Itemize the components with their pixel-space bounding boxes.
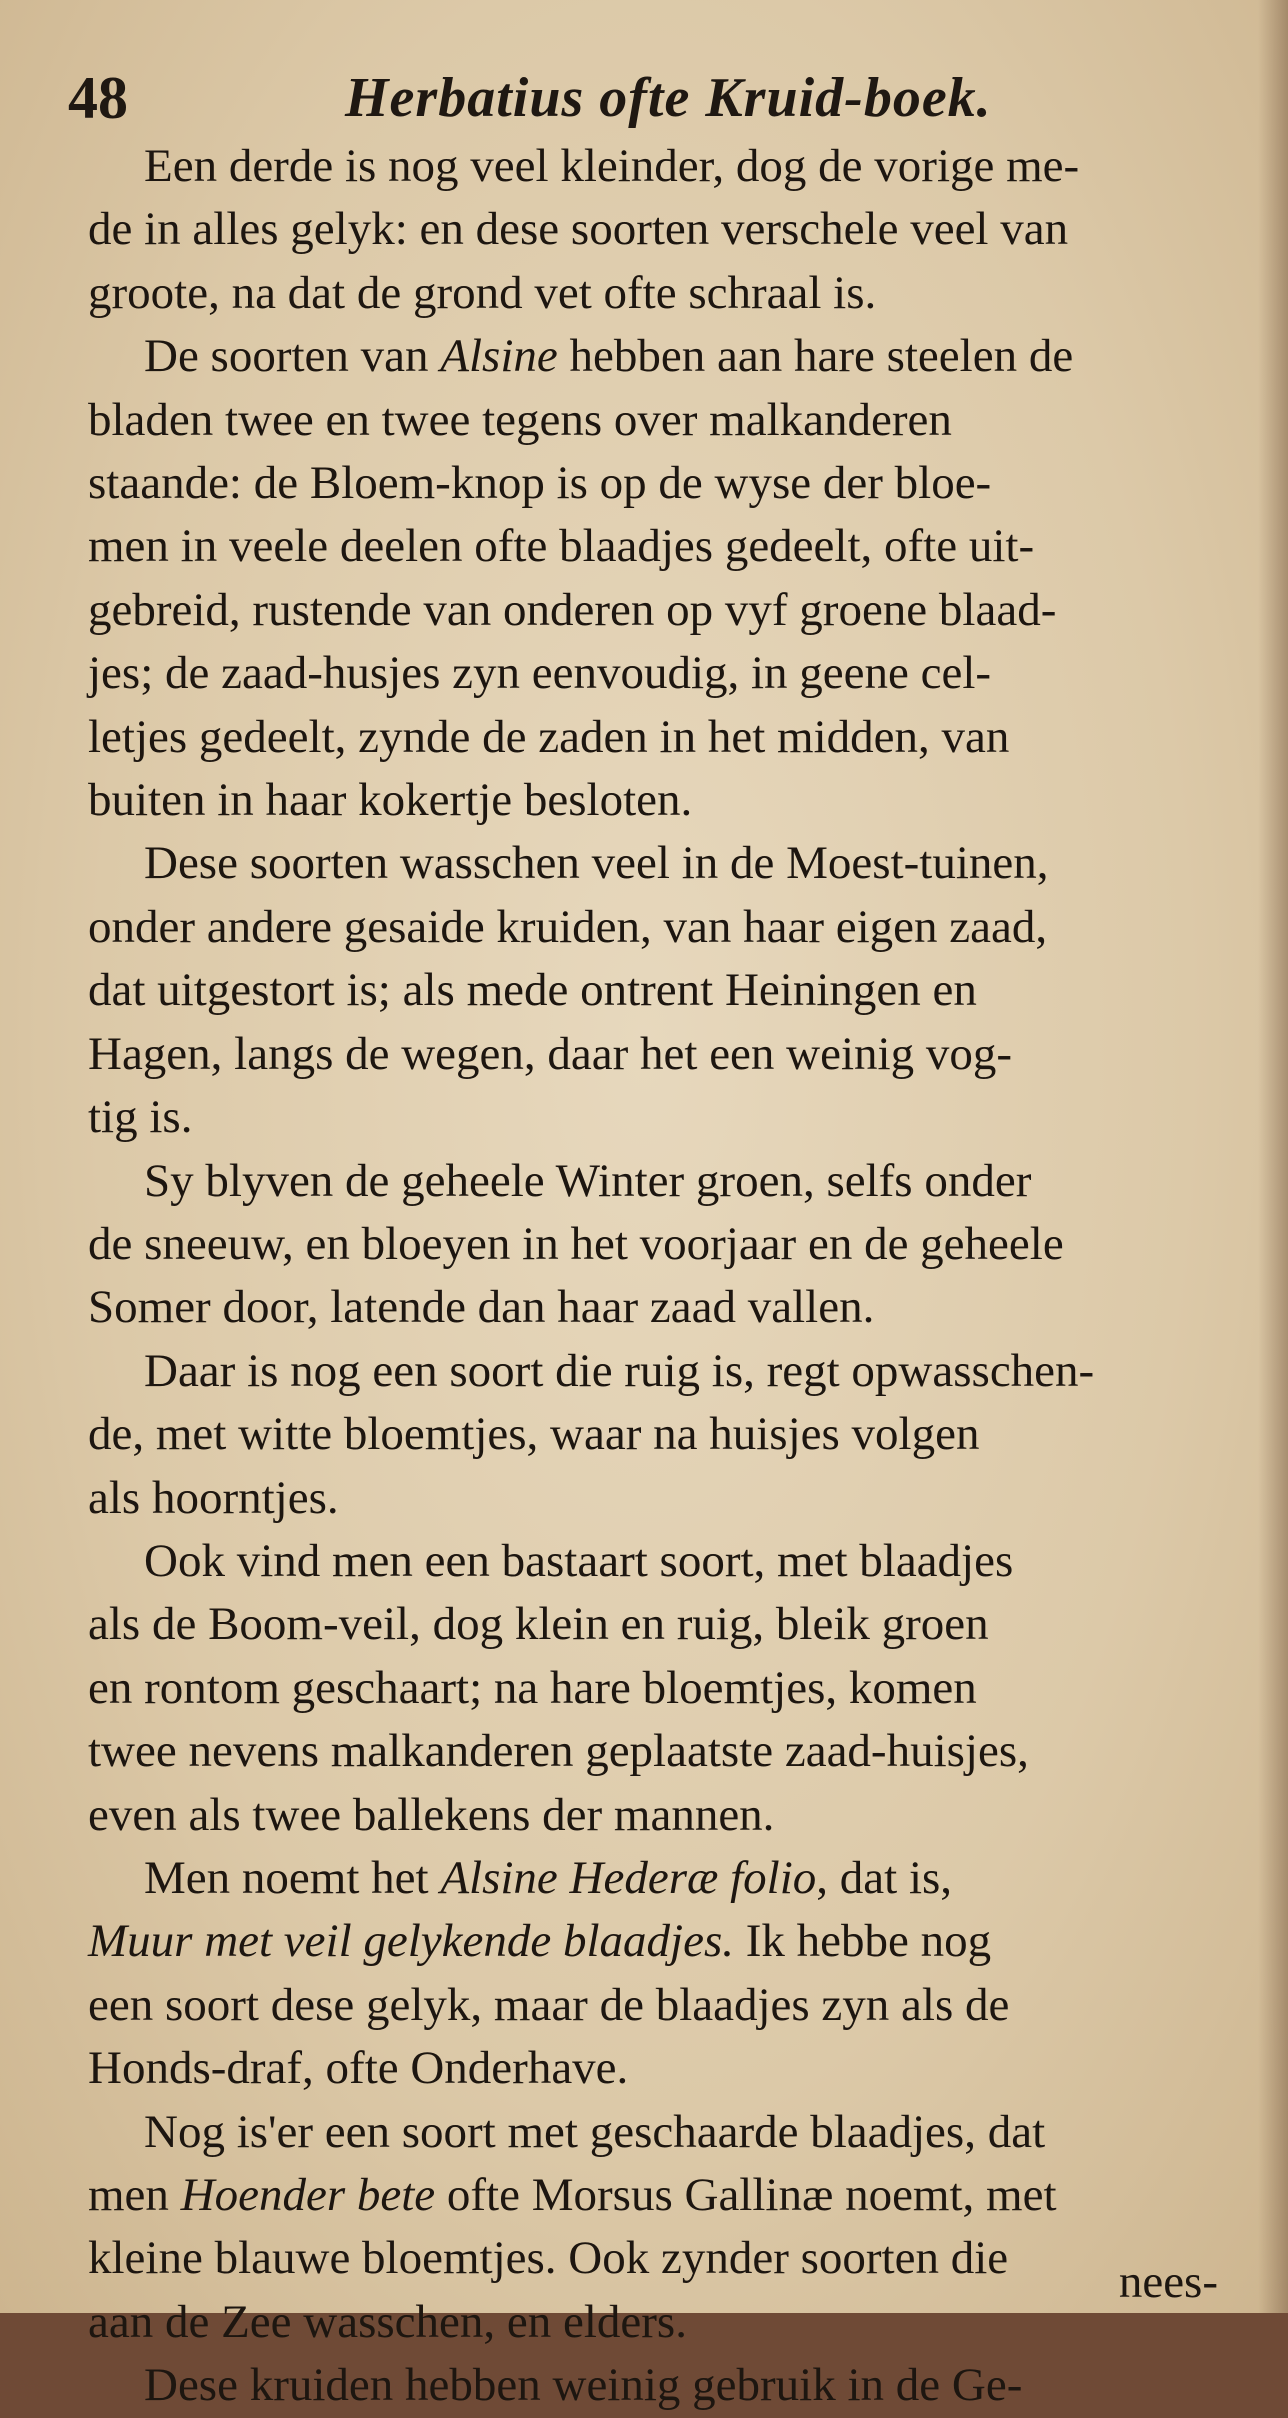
text-line: aan de Zee wasschen, en elders. (88, 2295, 687, 2348)
text-line: de, met witte bloemtjes, waar na huisjes volgen (88, 1408, 980, 1461)
text-line: staande: de Bloem-knop is op de wyse der bloe- (88, 457, 992, 510)
latin-term: Muur met veil gelykende blaadjes. (88, 1915, 735, 1968)
text-line: de in alles gelyk: en dese soorten verschele veel van (88, 203, 1069, 256)
text-line: men Hoender bete ofte Morsus Gallinæ noemt, met (88, 2169, 1057, 2221)
text-line: kleine blauwe bloemtjes. Ook zynder soorten die (88, 2232, 1009, 2285)
paragraph (88, 325, 1218, 832)
text-line: groote, na dat de grond vet ofte schraal is. (88, 266, 877, 319)
text-line: Honds-draf, ofte Onderhave. (88, 2042, 629, 2095)
paragraph (88, 1340, 1218, 1530)
text-line: even als twee ballekens der mannen. (88, 1788, 775, 1841)
text-line: Dese soorten wasschen veel in de Moest-tuinen, (144, 837, 1049, 890)
text-line: dat uitgestort is; als mede ontrent Heiningen en (88, 964, 977, 1017)
page-number: 48 (68, 65, 128, 131)
paragraph (88, 1530, 1218, 1847)
paragraph (88, 1847, 1218, 2101)
text-line: Hagen, langs de wegen, daar het een weinig vog- (88, 1027, 1012, 1080)
page-edge-shadow (1258, 0, 1288, 2313)
text-line: Sy blyven de geheele Winter groen, selfs onder (144, 1154, 1032, 1207)
text-line: Een derde is nog veel kleinder, dog de vorige me- (144, 140, 1080, 192)
text-line: bladen twee en twee tegens over malkanderen (88, 393, 952, 446)
text-line: onder andere gesaide kruiden, van haar eigen zaad, (88, 900, 1048, 953)
paragraph (88, 135, 1218, 325)
text-line: Ook vind men een bastaart soort, met blaadjes (144, 1534, 1014, 1587)
text-line: een soort dese gelyk, maar de blaadjes zyn als de (88, 1978, 1010, 2031)
text-line: en rontom geschaart; na hare bloemtjes, komen (88, 1661, 977, 1714)
text-line: als de Boom-veil, dog klein en ruig, bleik groen (88, 1598, 989, 1651)
text-line: Somer door, latende dan haar zaad vallen. (88, 1281, 875, 1334)
paragraph (88, 2354, 1218, 2417)
paragraph (88, 832, 1218, 1149)
running-title: Herbatius ofte Kruid-boek. (345, 67, 992, 129)
text-line: buiten in haar kokertje besloten. (88, 774, 693, 827)
text-line: Men noemt het Alsine Hederæ folio, dat is, (144, 1851, 953, 1904)
page-header (60, 58, 1240, 138)
text-line: Daar is nog een soort die ruig is, regt opwasschen- (144, 1344, 1095, 1397)
text-line: De soorten van Alsine hebben aan hare steelen de (144, 330, 1074, 383)
text-line: Nog is'er een soort met geschaarde blaadjes, dat (144, 2105, 1046, 2158)
text-line: als hoorntjes. (88, 1471, 339, 1524)
text-line: tig is. (88, 1091, 193, 1144)
text-line: Dese kruiden hebben weinig gebruik in de Ge- (144, 2359, 1023, 2412)
text-line: letjes gedeelt, zynde de zaden in het midden, van (88, 710, 1010, 763)
text-line: twee nevens malkanderen geplaatste zaad-huisjes, (88, 1725, 1029, 1778)
paragraph (88, 1150, 1218, 1340)
paragraph (88, 2101, 1218, 2355)
text-line: de sneeuw, en bloeyen in het voorjaar en de geheele (88, 1217, 1064, 1270)
text-line: men in veele deelen ofte blaadjes gedeelt, ofte uit- (88, 520, 1035, 573)
text-line: Muur met veil gelykende blaadjes. Ik hebbe nog (88, 1915, 992, 1968)
latin-term: Alsine (440, 330, 558, 383)
text-line: gebreid, rustende van onderen op vyf groene blaad- (88, 583, 1057, 636)
text-line: jes; de zaad-husjes zyn eenvoudig, in geene cel- (88, 647, 992, 700)
catchword: nees- (1118, 2256, 1218, 2308)
latin-term: Alsine Hederæ folio (440, 1851, 817, 1904)
body-text (88, 135, 1218, 2418)
latin-term: Hoender bete (180, 2169, 436, 2221)
